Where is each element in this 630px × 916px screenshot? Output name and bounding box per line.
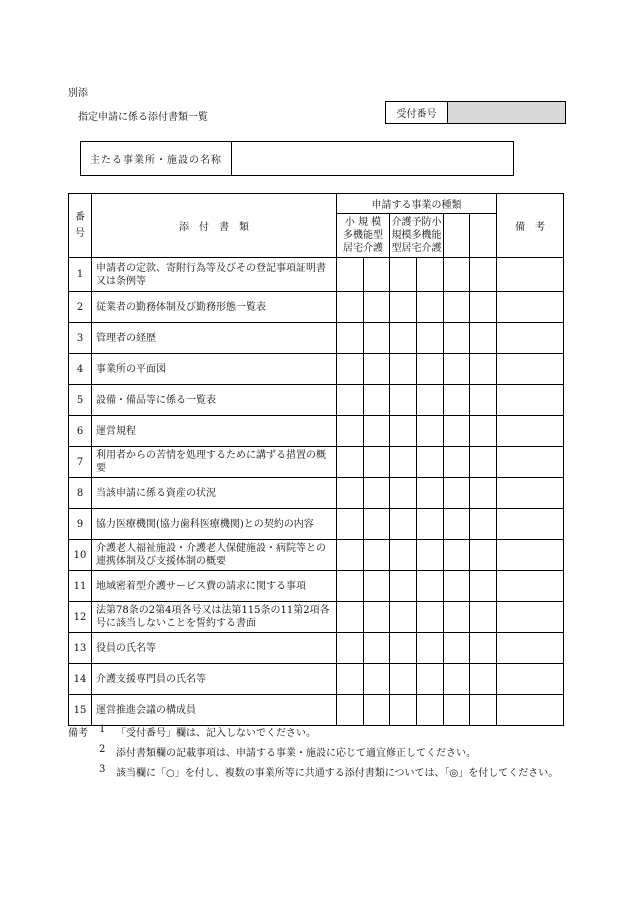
check-cell[interactable] bbox=[364, 354, 390, 385]
check-cell[interactable] bbox=[470, 633, 497, 664]
documents-header: 添 付 書 類 bbox=[92, 194, 337, 258]
check-cell[interactable] bbox=[364, 664, 390, 695]
check-cell[interactable] bbox=[444, 509, 470, 540]
check-cell[interactable] bbox=[390, 478, 417, 509]
check-cell[interactable] bbox=[337, 416, 364, 447]
check-cell[interactable] bbox=[470, 385, 497, 416]
row-number: 11 bbox=[69, 571, 92, 602]
number-header-char-2: 号 bbox=[75, 227, 85, 239]
remarks-cell[interactable] bbox=[497, 664, 564, 695]
check-cell[interactable] bbox=[417, 633, 444, 664]
check-cell[interactable] bbox=[390, 416, 417, 447]
facility-name-field[interactable] bbox=[232, 142, 513, 175]
remarks-cell[interactable] bbox=[497, 695, 564, 726]
check-cell[interactable] bbox=[444, 258, 470, 292]
remarks-cell[interactable] bbox=[497, 602, 564, 633]
remarks-cell[interactable] bbox=[497, 540, 564, 571]
check-cell[interactable] bbox=[470, 447, 497, 478]
row-number: 5 bbox=[69, 385, 92, 416]
row-document: 事業所の平面図 bbox=[92, 354, 337, 385]
check-cell[interactable] bbox=[444, 323, 470, 354]
attachment-documents-table bbox=[68, 193, 564, 726]
remarks-cell[interactable] bbox=[497, 509, 564, 540]
check-cell[interactable] bbox=[390, 323, 417, 354]
check-cell[interactable] bbox=[364, 447, 390, 478]
check-cell[interactable] bbox=[444, 540, 470, 571]
check-cell[interactable] bbox=[364, 416, 390, 447]
service-type-1-line-1: 小 規 模 bbox=[344, 217, 382, 228]
check-cell[interactable] bbox=[364, 571, 390, 602]
check-cell[interactable] bbox=[444, 354, 470, 385]
check-cell[interactable] bbox=[444, 664, 470, 695]
table-row bbox=[69, 416, 564, 447]
check-cell[interactable] bbox=[337, 664, 364, 695]
table-row bbox=[69, 292, 564, 323]
check-cell[interactable] bbox=[390, 571, 417, 602]
check-cell[interactable] bbox=[417, 416, 444, 447]
remarks-cell[interactable] bbox=[497, 571, 564, 602]
notes-label: 備考 bbox=[68, 728, 88, 739]
facility-name-box bbox=[80, 141, 514, 176]
service-types-header: 申請する事業の種類 bbox=[337, 194, 497, 214]
table-row bbox=[69, 633, 564, 664]
check-cell[interactable] bbox=[470, 478, 497, 509]
table-row bbox=[69, 323, 564, 354]
row-number: 9 bbox=[69, 509, 92, 540]
note-2-text: 添付書類欄の記載事項は、申請する事業・施設に応じて適宜修正してください。 bbox=[116, 748, 476, 759]
table-row bbox=[69, 478, 564, 509]
row-number: 2 bbox=[69, 292, 92, 323]
note-3-number: 3 bbox=[99, 764, 106, 775]
note-3-text: 該当欄に「○」を付し、複数の事業所等に共通する添付書類については、「◎」を付してください。 bbox=[116, 768, 559, 779]
check-cell[interactable] bbox=[470, 571, 497, 602]
check-cell[interactable] bbox=[364, 385, 390, 416]
check-cell[interactable] bbox=[337, 447, 364, 478]
table-row bbox=[69, 571, 564, 602]
check-cell[interactable] bbox=[364, 258, 390, 292]
check-cell[interactable] bbox=[337, 292, 364, 323]
check-cell[interactable] bbox=[337, 354, 364, 385]
check-cell[interactable] bbox=[470, 540, 497, 571]
check-cell[interactable] bbox=[417, 323, 444, 354]
row-document: 申請者の定款、寄附行為等及びその登記事項証明書又は条例等 bbox=[92, 258, 337, 292]
row-number: 13 bbox=[69, 633, 92, 664]
service-type-blank-1 bbox=[444, 214, 470, 258]
table-row bbox=[69, 354, 564, 385]
row-document: 当該申請に係る資産の状況 bbox=[92, 478, 337, 509]
check-cell[interactable] bbox=[390, 633, 417, 664]
check-cell[interactable] bbox=[444, 695, 470, 726]
check-cell[interactable] bbox=[364, 695, 390, 726]
check-cell[interactable] bbox=[444, 292, 470, 323]
check-cell[interactable] bbox=[444, 571, 470, 602]
check-cell[interactable] bbox=[390, 447, 417, 478]
row-document: 従業者の勤務体制及び勤務形態一覧表 bbox=[92, 292, 337, 323]
check-cell[interactable] bbox=[417, 292, 444, 323]
check-cell[interactable] bbox=[390, 695, 417, 726]
check-cell[interactable] bbox=[337, 602, 364, 633]
table-row bbox=[69, 509, 564, 540]
check-cell[interactable] bbox=[364, 602, 390, 633]
check-cell[interactable] bbox=[417, 509, 444, 540]
service-type-2-line-2: 規模多機能 bbox=[391, 230, 442, 241]
check-cell[interactable] bbox=[444, 602, 470, 633]
check-cell[interactable] bbox=[364, 633, 390, 664]
check-cell[interactable] bbox=[470, 323, 497, 354]
table-row bbox=[69, 540, 564, 571]
check-cell[interactable] bbox=[444, 633, 470, 664]
row-document: 運営規程 bbox=[92, 416, 337, 447]
check-cell[interactable] bbox=[470, 509, 497, 540]
check-cell[interactable] bbox=[470, 258, 497, 292]
remarks-cell[interactable] bbox=[497, 323, 564, 354]
check-cell[interactable] bbox=[417, 354, 444, 385]
check-cell[interactable] bbox=[417, 447, 444, 478]
check-cell[interactable] bbox=[470, 292, 497, 323]
remarks-cell[interactable] bbox=[497, 478, 564, 509]
attachment-label: 別添 bbox=[68, 88, 88, 99]
check-cell[interactable] bbox=[337, 633, 364, 664]
table-row bbox=[69, 385, 564, 416]
note-2-number: 2 bbox=[99, 744, 106, 755]
check-cell[interactable] bbox=[364, 292, 390, 323]
table-row bbox=[69, 695, 564, 726]
check-cell[interactable] bbox=[390, 664, 417, 695]
check-cell[interactable] bbox=[364, 540, 390, 571]
check-cell[interactable] bbox=[390, 540, 417, 571]
row-number: 4 bbox=[69, 354, 92, 385]
row-number: 3 bbox=[69, 323, 92, 354]
table-row bbox=[69, 258, 564, 292]
receipt-number-label: 受付番号 bbox=[386, 102, 448, 123]
check-cell[interactable] bbox=[337, 323, 364, 354]
check-cell[interactable] bbox=[337, 478, 364, 509]
check-cell[interactable] bbox=[390, 292, 417, 323]
service-type-2-line-1: 介護予防小 bbox=[391, 217, 442, 228]
number-header bbox=[69, 194, 92, 258]
check-cell[interactable] bbox=[364, 509, 390, 540]
row-document: 設備・備品等に係る一覧表 bbox=[92, 385, 337, 416]
check-cell[interactable] bbox=[390, 509, 417, 540]
check-cell[interactable] bbox=[470, 602, 497, 633]
table-row bbox=[69, 602, 564, 633]
receipt-number-box bbox=[385, 101, 566, 124]
check-cell[interactable] bbox=[417, 385, 444, 416]
row-document: 地域密着型介護サービス費の請求に関する事項 bbox=[92, 571, 337, 602]
check-cell[interactable] bbox=[417, 664, 444, 695]
table-row bbox=[69, 664, 564, 695]
row-document: 役員の氏名等 bbox=[92, 633, 337, 664]
row-document: 協力医療機関(協力歯科医療機関)との契約の内容 bbox=[92, 509, 337, 540]
check-cell[interactable] bbox=[444, 478, 470, 509]
check-cell[interactable] bbox=[444, 385, 470, 416]
row-document: 利用者からの苦情を処理するために講ずる措置の概要 bbox=[92, 447, 337, 478]
check-cell[interactable] bbox=[444, 416, 470, 447]
check-cell[interactable] bbox=[337, 258, 364, 292]
facility-name-label: 主たる事業所・施設の名称 bbox=[81, 142, 232, 175]
check-cell[interactable] bbox=[337, 540, 364, 571]
row-number: 6 bbox=[69, 416, 92, 447]
note-1-number: 1 bbox=[99, 724, 106, 735]
row-number: 14 bbox=[69, 664, 92, 695]
check-cell[interactable] bbox=[417, 258, 444, 292]
row-number: 10 bbox=[69, 540, 92, 571]
service-type-1-line-3: 居宅介護 bbox=[343, 243, 383, 254]
remarks-cell[interactable] bbox=[497, 447, 564, 478]
check-cell[interactable] bbox=[417, 478, 444, 509]
remarks-cell[interactable] bbox=[497, 292, 564, 323]
check-cell[interactable] bbox=[390, 354, 417, 385]
remarks-cell[interactable] bbox=[497, 385, 564, 416]
check-cell[interactable] bbox=[470, 416, 497, 447]
check-cell[interactable] bbox=[390, 602, 417, 633]
document-title: 指定申請に係る添付書類一覧 bbox=[78, 112, 208, 123]
remarks-header: 備 考 bbox=[497, 194, 564, 258]
check-cell[interactable] bbox=[444, 447, 470, 478]
row-number: 8 bbox=[69, 478, 92, 509]
check-cell[interactable] bbox=[417, 602, 444, 633]
check-cell[interactable] bbox=[337, 385, 364, 416]
check-cell[interactable] bbox=[417, 540, 444, 571]
check-cell[interactable] bbox=[417, 695, 444, 726]
service-type-2-line-3: 型居宅介護 bbox=[391, 243, 442, 254]
table-row bbox=[69, 447, 564, 478]
row-number: 15 bbox=[69, 695, 92, 726]
check-cell[interactable] bbox=[470, 695, 497, 726]
row-document: 運営推進会議の構成員 bbox=[92, 695, 337, 726]
remarks-cell[interactable] bbox=[497, 633, 564, 664]
service-type-blank-2 bbox=[470, 214, 497, 258]
remarks-cell[interactable] bbox=[497, 416, 564, 447]
check-cell[interactable] bbox=[364, 478, 390, 509]
check-cell[interactable] bbox=[390, 385, 417, 416]
check-cell[interactable] bbox=[390, 258, 417, 292]
check-cell[interactable] bbox=[337, 509, 364, 540]
receipt-number-field[interactable] bbox=[448, 102, 565, 123]
row-document: 管理者の経歴 bbox=[92, 323, 337, 354]
note-1-text: 「受付番号」欄は、記入しないでください。 bbox=[116, 728, 316, 739]
remarks-cell[interactable] bbox=[497, 258, 564, 292]
row-number: 1 bbox=[69, 258, 92, 292]
check-cell[interactable] bbox=[417, 571, 444, 602]
remarks-cell[interactable] bbox=[497, 354, 564, 385]
row-number: 12 bbox=[69, 602, 92, 633]
check-cell[interactable] bbox=[337, 571, 364, 602]
row-document: 介護老人福祉施設・介護老人保健施設・病院等との連携体制及び支援体制の概要 bbox=[92, 540, 337, 571]
row-document: 法第78条の2第4項各号又は法第115条の11第2項各号に該当しないことを誓約する書面 bbox=[92, 602, 337, 633]
number-header-char-1: 番 bbox=[75, 211, 85, 223]
check-cell[interactable] bbox=[337, 695, 364, 726]
row-number: 7 bbox=[69, 447, 92, 478]
service-type-1-line-2: 多機能型 bbox=[343, 230, 383, 241]
row-document: 介護支援専門員の氏名等 bbox=[92, 664, 337, 695]
service-type-small-multi bbox=[337, 214, 390, 258]
check-cell[interactable] bbox=[470, 664, 497, 695]
check-cell[interactable] bbox=[364, 323, 390, 354]
service-type-preventive-small-multi bbox=[390, 214, 444, 258]
check-cell[interactable] bbox=[470, 354, 497, 385]
